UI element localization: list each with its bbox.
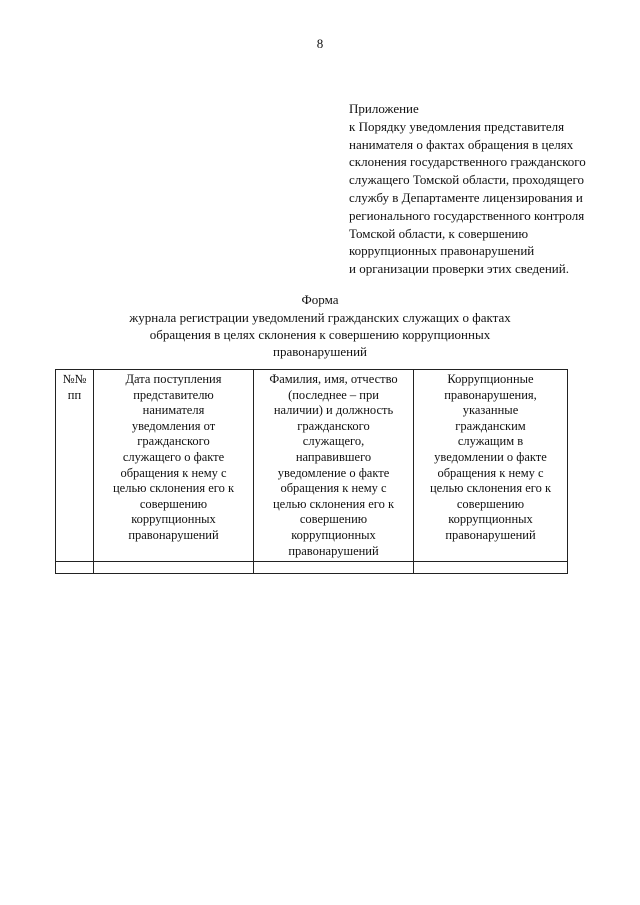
table-cell-empty — [414, 562, 568, 574]
appendix-line: Приложение — [349, 101, 419, 116]
header-cell-name: Фамилия, имя, отчество (последнее – при наличии) и должность гражданского служащего, направившего уведомление о факте обращения к нему с целью склонения его к совершению коррупционных правонарушений — [254, 370, 414, 562]
header-cell-date: Дата поступления представителю нанимателя уведомления от гражданского служащего о факте обращения к нему с целью склонения его к совершению коррупционных правонарушений — [94, 370, 254, 562]
form-subtitle — [0, 309, 640, 360]
appendix-line: склонения государственного гражданского — [349, 154, 586, 170]
appendix-line: к Порядку уведомления представителя — [349, 118, 565, 134]
form-subtitle-line: обращения в целях склонения к совершению коррупционных — [149, 327, 491, 342]
appendix-line: коррупционных правонарушений — [349, 243, 535, 259]
appendix-block — [349, 100, 619, 278]
header-cell-offenses: Коррупционные правонарушения, указанные гражданским служащим в уведомлении о факте обращения к нему с целью склонения его к совершению коррупционных правонарушений — [414, 370, 568, 562]
appendix-line: нанимателя о фактах обращения в целях — [349, 136, 574, 152]
appendix-line: служащего Томской области, проходящего — [349, 172, 585, 188]
table-cell-empty — [56, 562, 94, 574]
header-cell-number: №№ пп — [56, 370, 94, 562]
form-subtitle-line: журнала регистрации уведомлений гражданских служащих о фактах — [129, 310, 511, 325]
appendix-line: регионального государственного контроля — [349, 207, 585, 223]
appendix-line: Томской области, к совершению — [349, 225, 529, 241]
table-cell-empty — [94, 562, 254, 574]
table-cell-empty — [254, 562, 414, 574]
appendix-line: службу в Департаменте лицензирования и — [349, 189, 583, 205]
appendix-line: и организации проверки этих сведений. — [349, 261, 569, 277]
page-number: 8 — [316, 36, 324, 51]
journal-table — [55, 369, 568, 574]
form-subtitle-line: правонарушений — [273, 344, 367, 359]
table-header-row — [56, 370, 568, 562]
form-title: Форма — [301, 292, 339, 307]
table-row-empty — [56, 562, 568, 574]
